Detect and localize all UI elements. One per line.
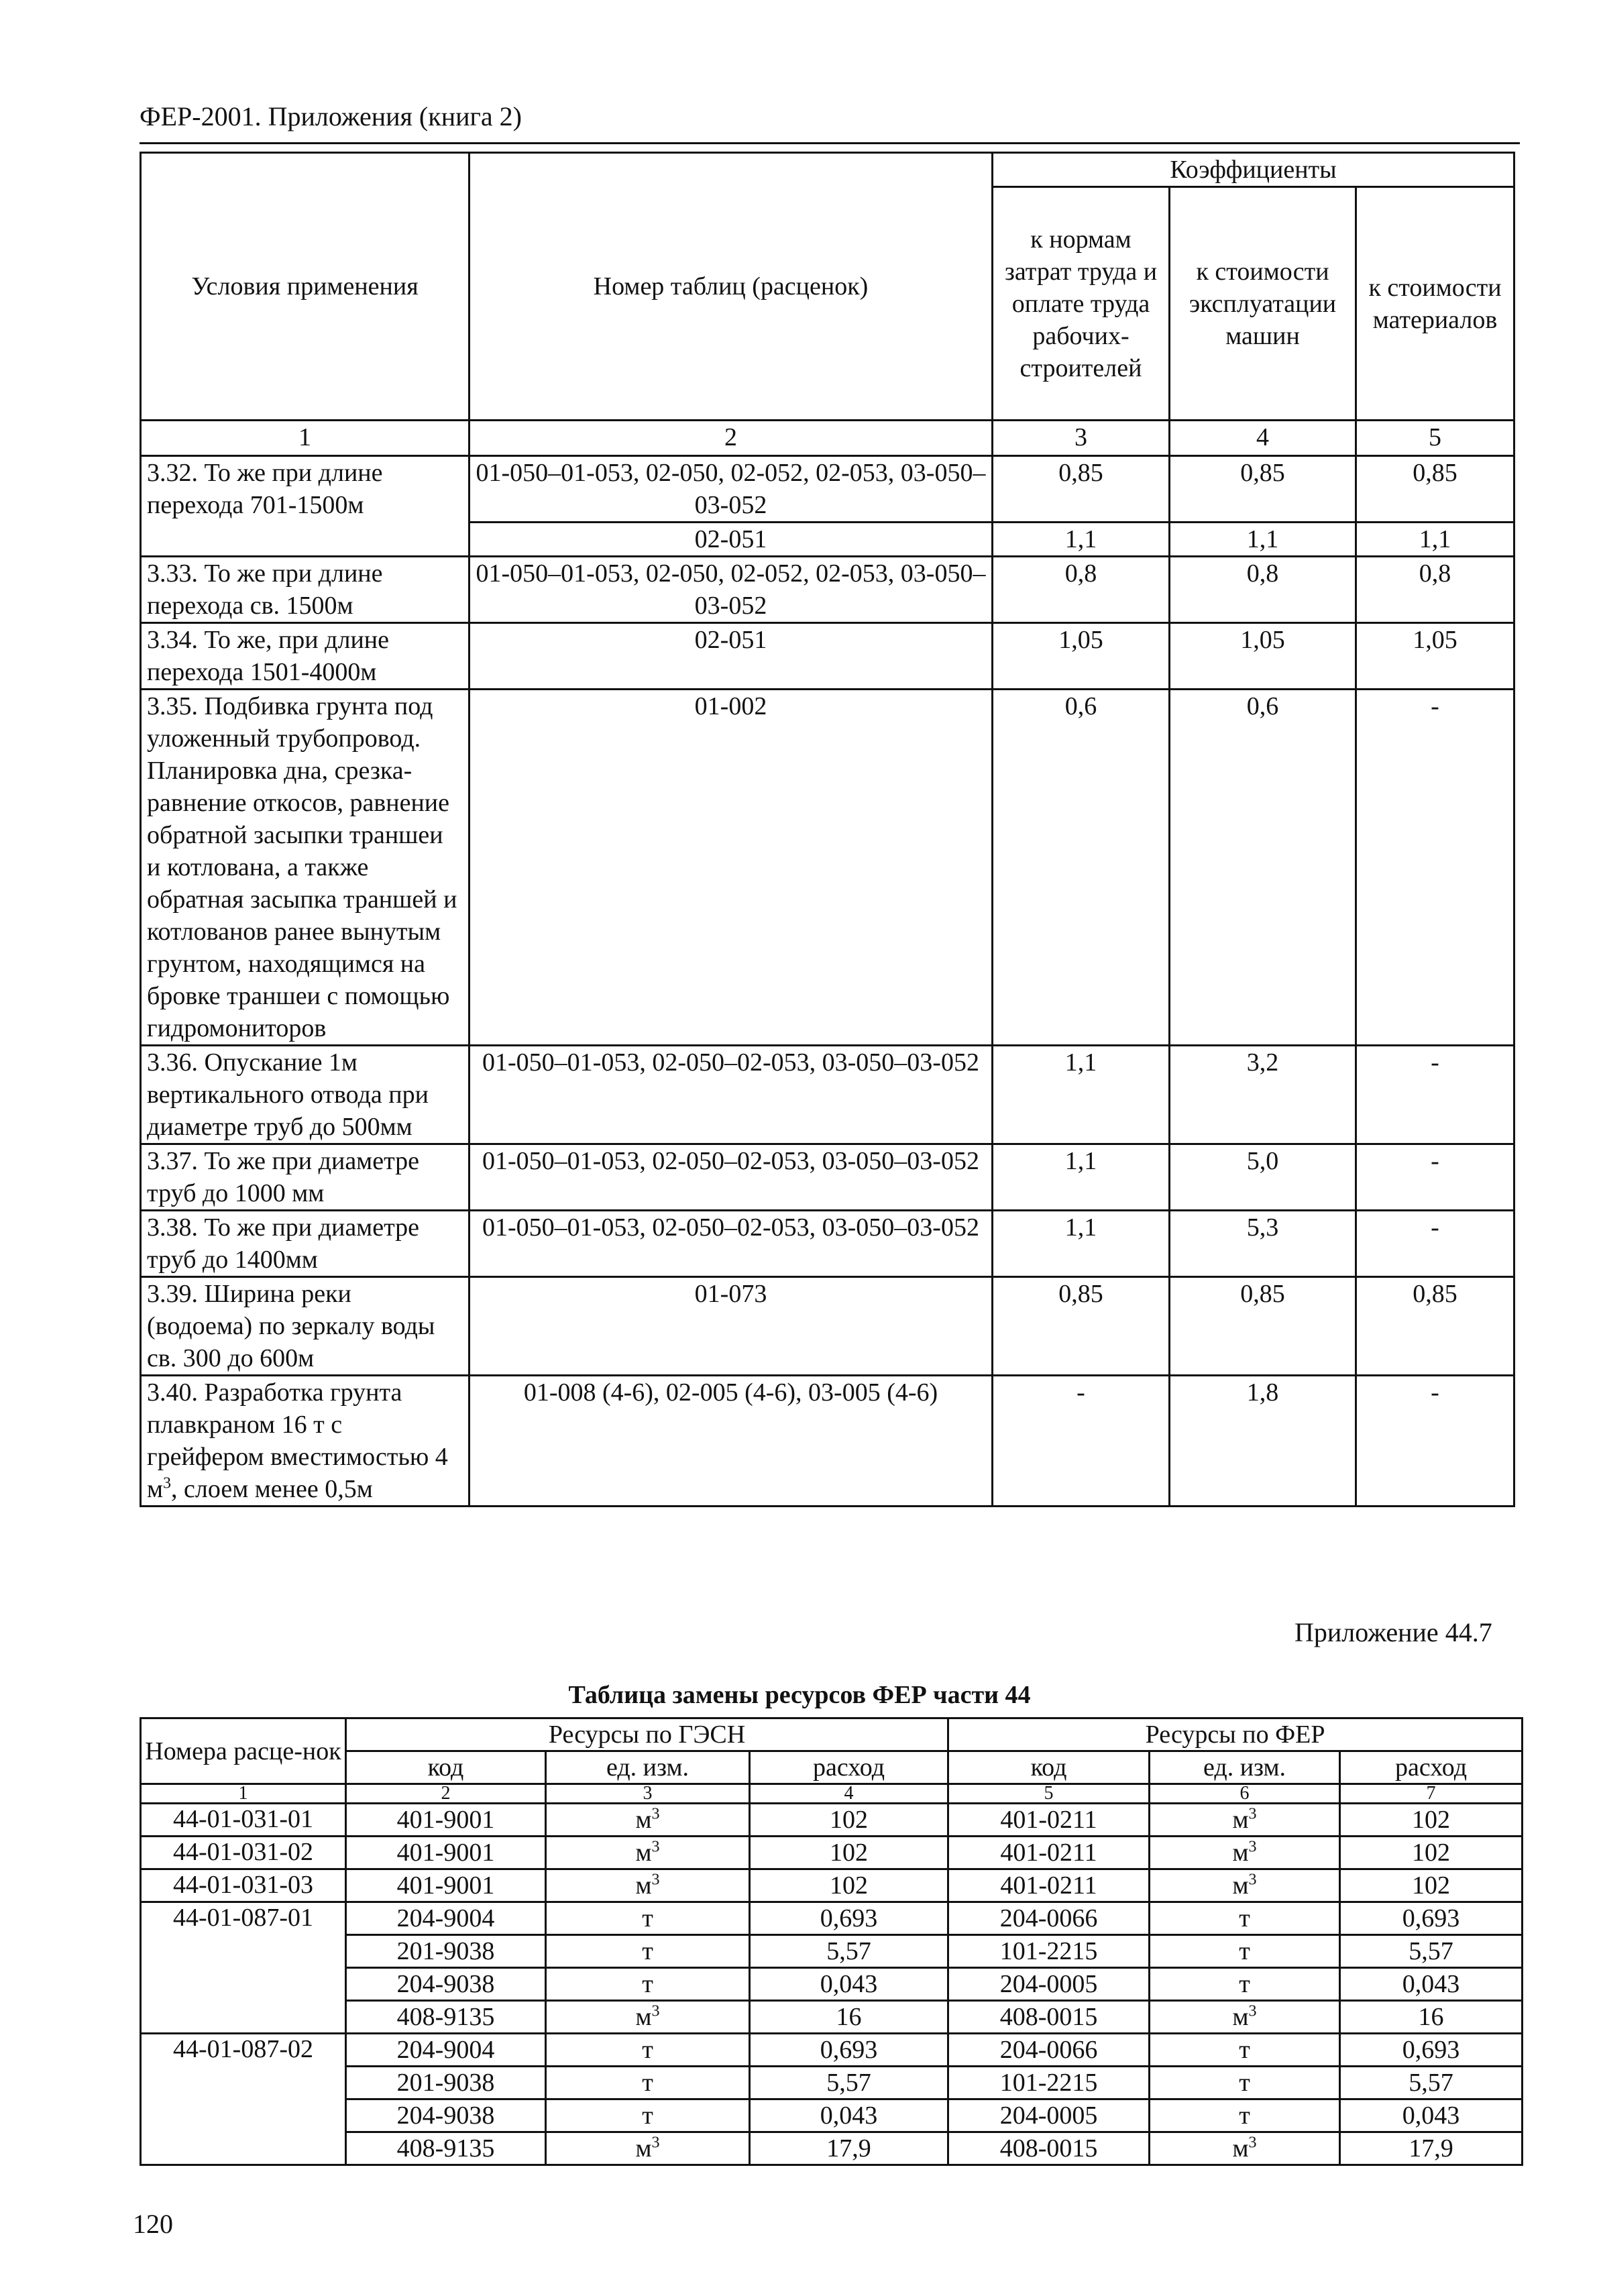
fer-unit-cell-text: м [1232, 1839, 1249, 1867]
resource-replacement-table [140, 1717, 1523, 2166]
fer-unit-cell-text: т [1239, 1937, 1250, 1965]
fer-unit-cell-text: м [1232, 2003, 1249, 2031]
coef-materials-cell: - [1356, 1144, 1514, 1211]
coef-labor-cell: 0,85 [993, 1277, 1170, 1376]
gesn-unit-cell [546, 2034, 750, 2067]
fer-consumption-cell: 102 [1340, 1837, 1523, 1869]
gesn-consumption-cell: 0,693 [750, 2034, 948, 2067]
condition-cell: 3.35. Подбивка грунта под уложенный трубопровод. Планировка дна, срезка-равнение откосов, равнение обратной засыпки траншеи и котлована, а также обратная засыпка траншей и котлованов ранее вынутым грунтом, находящимся на бровке траншеи с помощью гидромониторов [141, 690, 470, 1046]
table-row [141, 2067, 1523, 2099]
fer-unit-cell [1150, 2067, 1340, 2099]
coef-labor-cell: 1,1 [993, 1144, 1170, 1211]
coef-materials-cell: - [1356, 690, 1514, 1046]
column-number-row [141, 1784, 1523, 1804]
coefficients-table [140, 152, 1515, 1507]
fer-unit-cell-text: т [1239, 1904, 1250, 1932]
gesn-code-cell: 204-9004 [346, 1902, 546, 1935]
coef-materials-cell: 0,85 [1356, 1277, 1514, 1376]
coef-materials-cell: - [1356, 1046, 1514, 1144]
header-fer: Ресурсы по ФЕР [948, 1718, 1523, 1751]
gesn-code-cell: 408-9135 [346, 2132, 546, 2165]
gesn-unit-cell [546, 1935, 750, 1968]
header-fer-code: код [948, 1751, 1150, 1784]
fer-unit-cell-text: м [1232, 1871, 1249, 1900]
gesn-consumption-cell: 5,57 [750, 2067, 948, 2099]
column-number: 1 [141, 421, 470, 456]
column-number: 5 [948, 1784, 1150, 1804]
unit-exponent: 3 [1248, 2134, 1257, 2152]
table-row [141, 1869, 1523, 1902]
column-number: 4 [1170, 421, 1356, 456]
condition-cell: 3.33. То же при длине перехода св. 1500м [141, 557, 470, 623]
rate-number-cell: 44-01-031-01 [141, 1804, 346, 1837]
column-number: 7 [1340, 1784, 1523, 1804]
coef-labor-cell: 1,05 [993, 623, 1170, 690]
gesn-unit-cell [546, 2067, 750, 2099]
column-number: 2 [346, 1784, 546, 1804]
table2-title: Таблица замены ресурсов ФЕР части 44 [568, 1681, 1031, 1709]
table-row [141, 2001, 1523, 2034]
header-gesn-consumption: расход [750, 1751, 948, 1784]
table-row [141, 2034, 1523, 2067]
tables-cell: 01-050–01-053, 02-050–02-053, 03-050–03-052 [470, 1046, 993, 1144]
gesn-consumption-cell: 0,043 [750, 1968, 948, 2001]
fer-consumption-cell: 16 [1340, 2001, 1523, 2034]
gesn-consumption-cell: 102 [750, 1837, 948, 1869]
fer-code-cell: 401-0211 [948, 1804, 1150, 1837]
tables-cell: 01-050–01-053, 02-050, 02-052, 02-053, 03-050–03-052 [470, 557, 993, 623]
rate-number-cell: 44-01-031-03 [141, 1869, 346, 1902]
gesn-unit-cell [546, 1804, 750, 1837]
header-rule [140, 142, 1520, 144]
gesn-code-cell: 408-9135 [346, 2001, 546, 2034]
coef-machines-cell: 1,8 [1170, 1376, 1356, 1507]
table-row [141, 1046, 1514, 1144]
table-row [141, 1144, 1514, 1211]
rate-number-cell: 44-01-087-02 [141, 2034, 346, 2165]
fer-unit-cell [1150, 2132, 1340, 2165]
header-coefficients: Коэффициенты [993, 153, 1514, 187]
fer-code-cell: 401-0211 [948, 1869, 1150, 1902]
fer-consumption-cell: 102 [1340, 1804, 1523, 1837]
gesn-consumption-cell: 0,043 [750, 2099, 948, 2132]
condition-cell: 3.34. То же, при длине перехода 1501-4000м [141, 623, 470, 690]
fer-consumption-cell: 5,57 [1340, 1935, 1523, 1968]
fer-unit-cell [1150, 1935, 1340, 1968]
column-number: 2 [470, 421, 993, 456]
column-number-row [141, 421, 1514, 456]
tables-cell: 01-073 [470, 1277, 993, 1376]
header-gesn: Ресурсы по ГЭСН [346, 1718, 948, 1751]
tables-cell: 02-051 [470, 623, 993, 690]
gesn-unit-cell [546, 1902, 750, 1935]
table-row [141, 1211, 1514, 1277]
column-number: 4 [750, 1784, 948, 1804]
coef-labor-cell: 0,85 [993, 456, 1170, 523]
fer-code-cell: 408-0015 [948, 2132, 1150, 2165]
fer-code-cell: 204-0066 [948, 1902, 1150, 1935]
coef-machines-cell: 0,85 [1170, 456, 1356, 523]
column-number: 6 [1150, 1784, 1340, 1804]
coef-machines-cell: 0,85 [1170, 1277, 1356, 1376]
gesn-consumption-cell: 17,9 [750, 2132, 948, 2165]
fer-consumption-cell: 0,043 [1340, 2099, 1523, 2132]
table-row [141, 1837, 1523, 1869]
fer-unit-cell [1150, 2001, 1340, 2034]
gesn-unit-cell [546, 2132, 750, 2165]
header-rate-numbers: Номера расце-нок [141, 1718, 346, 1784]
fer-unit-cell-text: м [1232, 1806, 1249, 1834]
fer-consumption-cell: 17,9 [1340, 2132, 1523, 2165]
gesn-code-cell: 401-9001 [346, 1869, 546, 1902]
gesn-unit-cell-text: м [635, 1806, 652, 1834]
gesn-unit-cell-text: м [635, 1839, 652, 1867]
table-row [141, 1968, 1523, 2001]
table-row [141, 456, 1514, 523]
gesn-unit-cell-text: т [642, 2069, 653, 2097]
coef-labor-cell: 0,8 [993, 557, 1170, 623]
coefficients-table-body [141, 421, 1514, 1507]
unit-exponent: 3 [1248, 1871, 1257, 1889]
gesn-unit-cell-text: т [642, 1970, 653, 1998]
condition-cell: 3.38. То же при диаметре труб до 1400мм [141, 1211, 470, 1277]
gesn-unit-cell-text: м [635, 2134, 652, 2163]
unit-exponent: 3 [163, 1474, 172, 1492]
coef-machines-cell: 5,3 [1170, 1211, 1356, 1277]
condition-cell: 3.39. Ширина реки (водоема) по зеркалу воды св. 300 до 600м [141, 1277, 470, 1376]
coef-labor-cell: - [993, 1376, 1170, 1507]
coef-materials-cell: 0,85 [1356, 456, 1514, 523]
gesn-unit-cell [546, 1869, 750, 1902]
table-row [141, 1277, 1514, 1376]
table-row [141, 690, 1514, 1046]
tables-cell: 01-050–01-053, 02-050–02-053, 03-050–03-052 [470, 1211, 993, 1277]
fer-unit-cell-text: т [1239, 1970, 1250, 1998]
condition-text: 3.40. Разработка грунта плавкраном 16 т с грейфером вместимостью 4 м [147, 1378, 448, 1503]
gesn-code-cell: 204-9038 [346, 2099, 546, 2132]
gesn-consumption-cell: 0,693 [750, 1902, 948, 1935]
table-row [141, 1902, 1523, 1935]
fer-consumption-cell: 0,693 [1340, 2034, 1523, 2067]
gesn-unit-cell-text: м [635, 1871, 652, 1900]
table-row [141, 623, 1514, 690]
gesn-unit-cell-text: т [642, 1904, 653, 1932]
condition-cell: 3.37. То же при диаметре труб до 1000 мм [141, 1144, 470, 1211]
header-conditions: Условия применения [141, 153, 470, 421]
condition-cell: 3.32. То же при длине перехода 701-1500м [141, 456, 470, 557]
table-row [141, 1804, 1523, 1837]
gesn-consumption-cell: 102 [750, 1804, 948, 1837]
coef-machines-cell: 3,2 [1170, 1046, 1356, 1144]
appendix-label: Приложение 44.7 [1294, 1617, 1492, 1647]
coef-materials-cell: - [1356, 1376, 1514, 1507]
fer-unit-cell [1150, 2099, 1340, 2132]
gesn-code-cell: 201-9038 [346, 2067, 546, 2099]
column-number: 3 [546, 1784, 750, 1804]
table-row [141, 2132, 1523, 2165]
header-fer-unit: ед. изм. [1150, 1751, 1340, 1784]
header-fer-consumption: расход [1340, 1751, 1523, 1784]
column-number: 1 [141, 1784, 346, 1804]
rate-number-cell: 44-01-087-01 [141, 1902, 346, 2034]
header-labor: к нормам затрат труда и оплате труда рабочих-строителей [993, 187, 1170, 421]
tables-cell: 01-050–01-053, 02-050–02-053, 03-050–03-052 [470, 1144, 993, 1211]
table-row [141, 1376, 1514, 1507]
unit-exponent: 3 [651, 2134, 660, 2152]
page-number: 120 [133, 2209, 173, 2239]
gesn-unit-cell [546, 2001, 750, 2034]
condition-cell: 3.36. Опускание 1м вертикального отвода при диаметре труб до 500мм [141, 1046, 470, 1144]
tables-cell: 02-051 [470, 523, 993, 557]
resource-table-body [141, 1784, 1523, 2165]
gesn-consumption-cell: 5,57 [750, 1935, 948, 1968]
fer-unit-cell [1150, 1902, 1340, 1935]
fer-consumption-cell: 0,693 [1340, 1902, 1523, 1935]
coef-materials-cell: 1,1 [1356, 523, 1514, 557]
gesn-unit-cell-text: м [635, 2003, 652, 2031]
condition-cell [141, 1376, 470, 1507]
fer-unit-cell-text: т [1239, 2101, 1250, 2130]
unit-exponent: 3 [651, 1838, 660, 1856]
tables-cell: 01-002 [470, 690, 993, 1046]
coef-machines-cell: 0,8 [1170, 557, 1356, 623]
table-row [141, 1935, 1523, 1968]
header-gesn-code: код [346, 1751, 546, 1784]
coef-materials-cell: - [1356, 1211, 1514, 1277]
fer-unit-cell [1150, 1837, 1340, 1869]
fer-unit-cell-text: м [1232, 2134, 1249, 2163]
table-row [141, 2099, 1523, 2132]
fer-unit-cell [1150, 1968, 1340, 2001]
condition-text-end: , слоем менее 0,5м [171, 1475, 373, 1503]
header-machines: к стоимости эксплуатации машин [1170, 187, 1356, 421]
tables-cell: 01-008 (4-6), 02-005 (4-6), 03-005 (4-6) [470, 1376, 993, 1507]
coef-machines-cell: 1,05 [1170, 623, 1356, 690]
fer-code-cell: 101-2215 [948, 2067, 1150, 2099]
fer-consumption-cell: 102 [1340, 1869, 1523, 1902]
fer-unit-cell [1150, 1869, 1340, 1902]
fer-consumption-cell: 5,57 [1340, 2067, 1523, 2099]
fer-code-cell: 101-2215 [948, 1935, 1150, 1968]
gesn-code-cell: 204-9038 [346, 1968, 546, 2001]
gesn-code-cell: 201-9038 [346, 1935, 546, 1968]
table-row [141, 557, 1514, 623]
header-materials: к стоимости материалов [1356, 187, 1514, 421]
fer-unit-cell-text: т [1239, 2069, 1250, 2097]
fer-unit-cell [1150, 2034, 1340, 2067]
fer-unit-cell [1150, 1804, 1340, 1837]
coef-materials-cell: 1,05 [1356, 623, 1514, 690]
coef-labor-cell: 1,1 [993, 1211, 1170, 1277]
fer-code-cell: 204-0005 [948, 2099, 1150, 2132]
fer-code-cell: 204-0005 [948, 1968, 1150, 2001]
gesn-code-cell: 401-9001 [346, 1837, 546, 1869]
fer-code-cell: 401-0211 [948, 1837, 1150, 1869]
coef-labor-cell: 1,1 [993, 1046, 1170, 1144]
tables-cell: 01-050–01-053, 02-050, 02-052, 02-053, 03-050–03-052 [470, 456, 993, 523]
gesn-unit-cell [546, 1968, 750, 2001]
header-gesn-unit: ед. изм. [546, 1751, 750, 1784]
running-header: ФЕР-2001. Приложения (книга 2) [140, 101, 522, 131]
unit-exponent: 3 [1248, 1805, 1257, 1823]
unit-exponent: 3 [1248, 2002, 1257, 2020]
unit-exponent: 3 [1248, 1838, 1257, 1856]
coef-machines-cell: 5,0 [1170, 1144, 1356, 1211]
unit-exponent: 3 [651, 1805, 660, 1823]
coef-labor-cell: 0,6 [993, 690, 1170, 1046]
column-number: 3 [993, 421, 1170, 456]
unit-exponent: 3 [651, 1871, 660, 1889]
gesn-code-cell: 204-9004 [346, 2034, 546, 2067]
gesn-unit-cell-text: т [642, 1937, 653, 1965]
coef-labor-cell: 1,1 [993, 523, 1170, 557]
rate-number-cell: 44-01-031-02 [141, 1837, 346, 1869]
coef-machines-cell: 0,6 [1170, 690, 1356, 1046]
header-table-numbers: Номер таблиц (расценок) [470, 153, 993, 421]
unit-exponent: 3 [651, 2002, 660, 2020]
column-number: 5 [1356, 421, 1514, 456]
gesn-unit-cell [546, 1837, 750, 1869]
coef-machines-cell: 1,1 [1170, 523, 1356, 557]
gesn-consumption-cell: 16 [750, 2001, 948, 2034]
fer-code-cell: 204-0066 [948, 2034, 1150, 2067]
gesn-unit-cell [546, 2099, 750, 2132]
coef-materials-cell: 0,8 [1356, 557, 1514, 623]
fer-unit-cell-text: т [1239, 2036, 1250, 2064]
gesn-consumption-cell: 102 [750, 1869, 948, 1902]
gesn-code-cell: 401-9001 [346, 1804, 546, 1837]
fer-code-cell: 408-0015 [948, 2001, 1150, 2034]
gesn-unit-cell-text: т [642, 2036, 653, 2064]
gesn-unit-cell-text: т [642, 2101, 653, 2130]
fer-consumption-cell: 0,043 [1340, 1968, 1523, 2001]
